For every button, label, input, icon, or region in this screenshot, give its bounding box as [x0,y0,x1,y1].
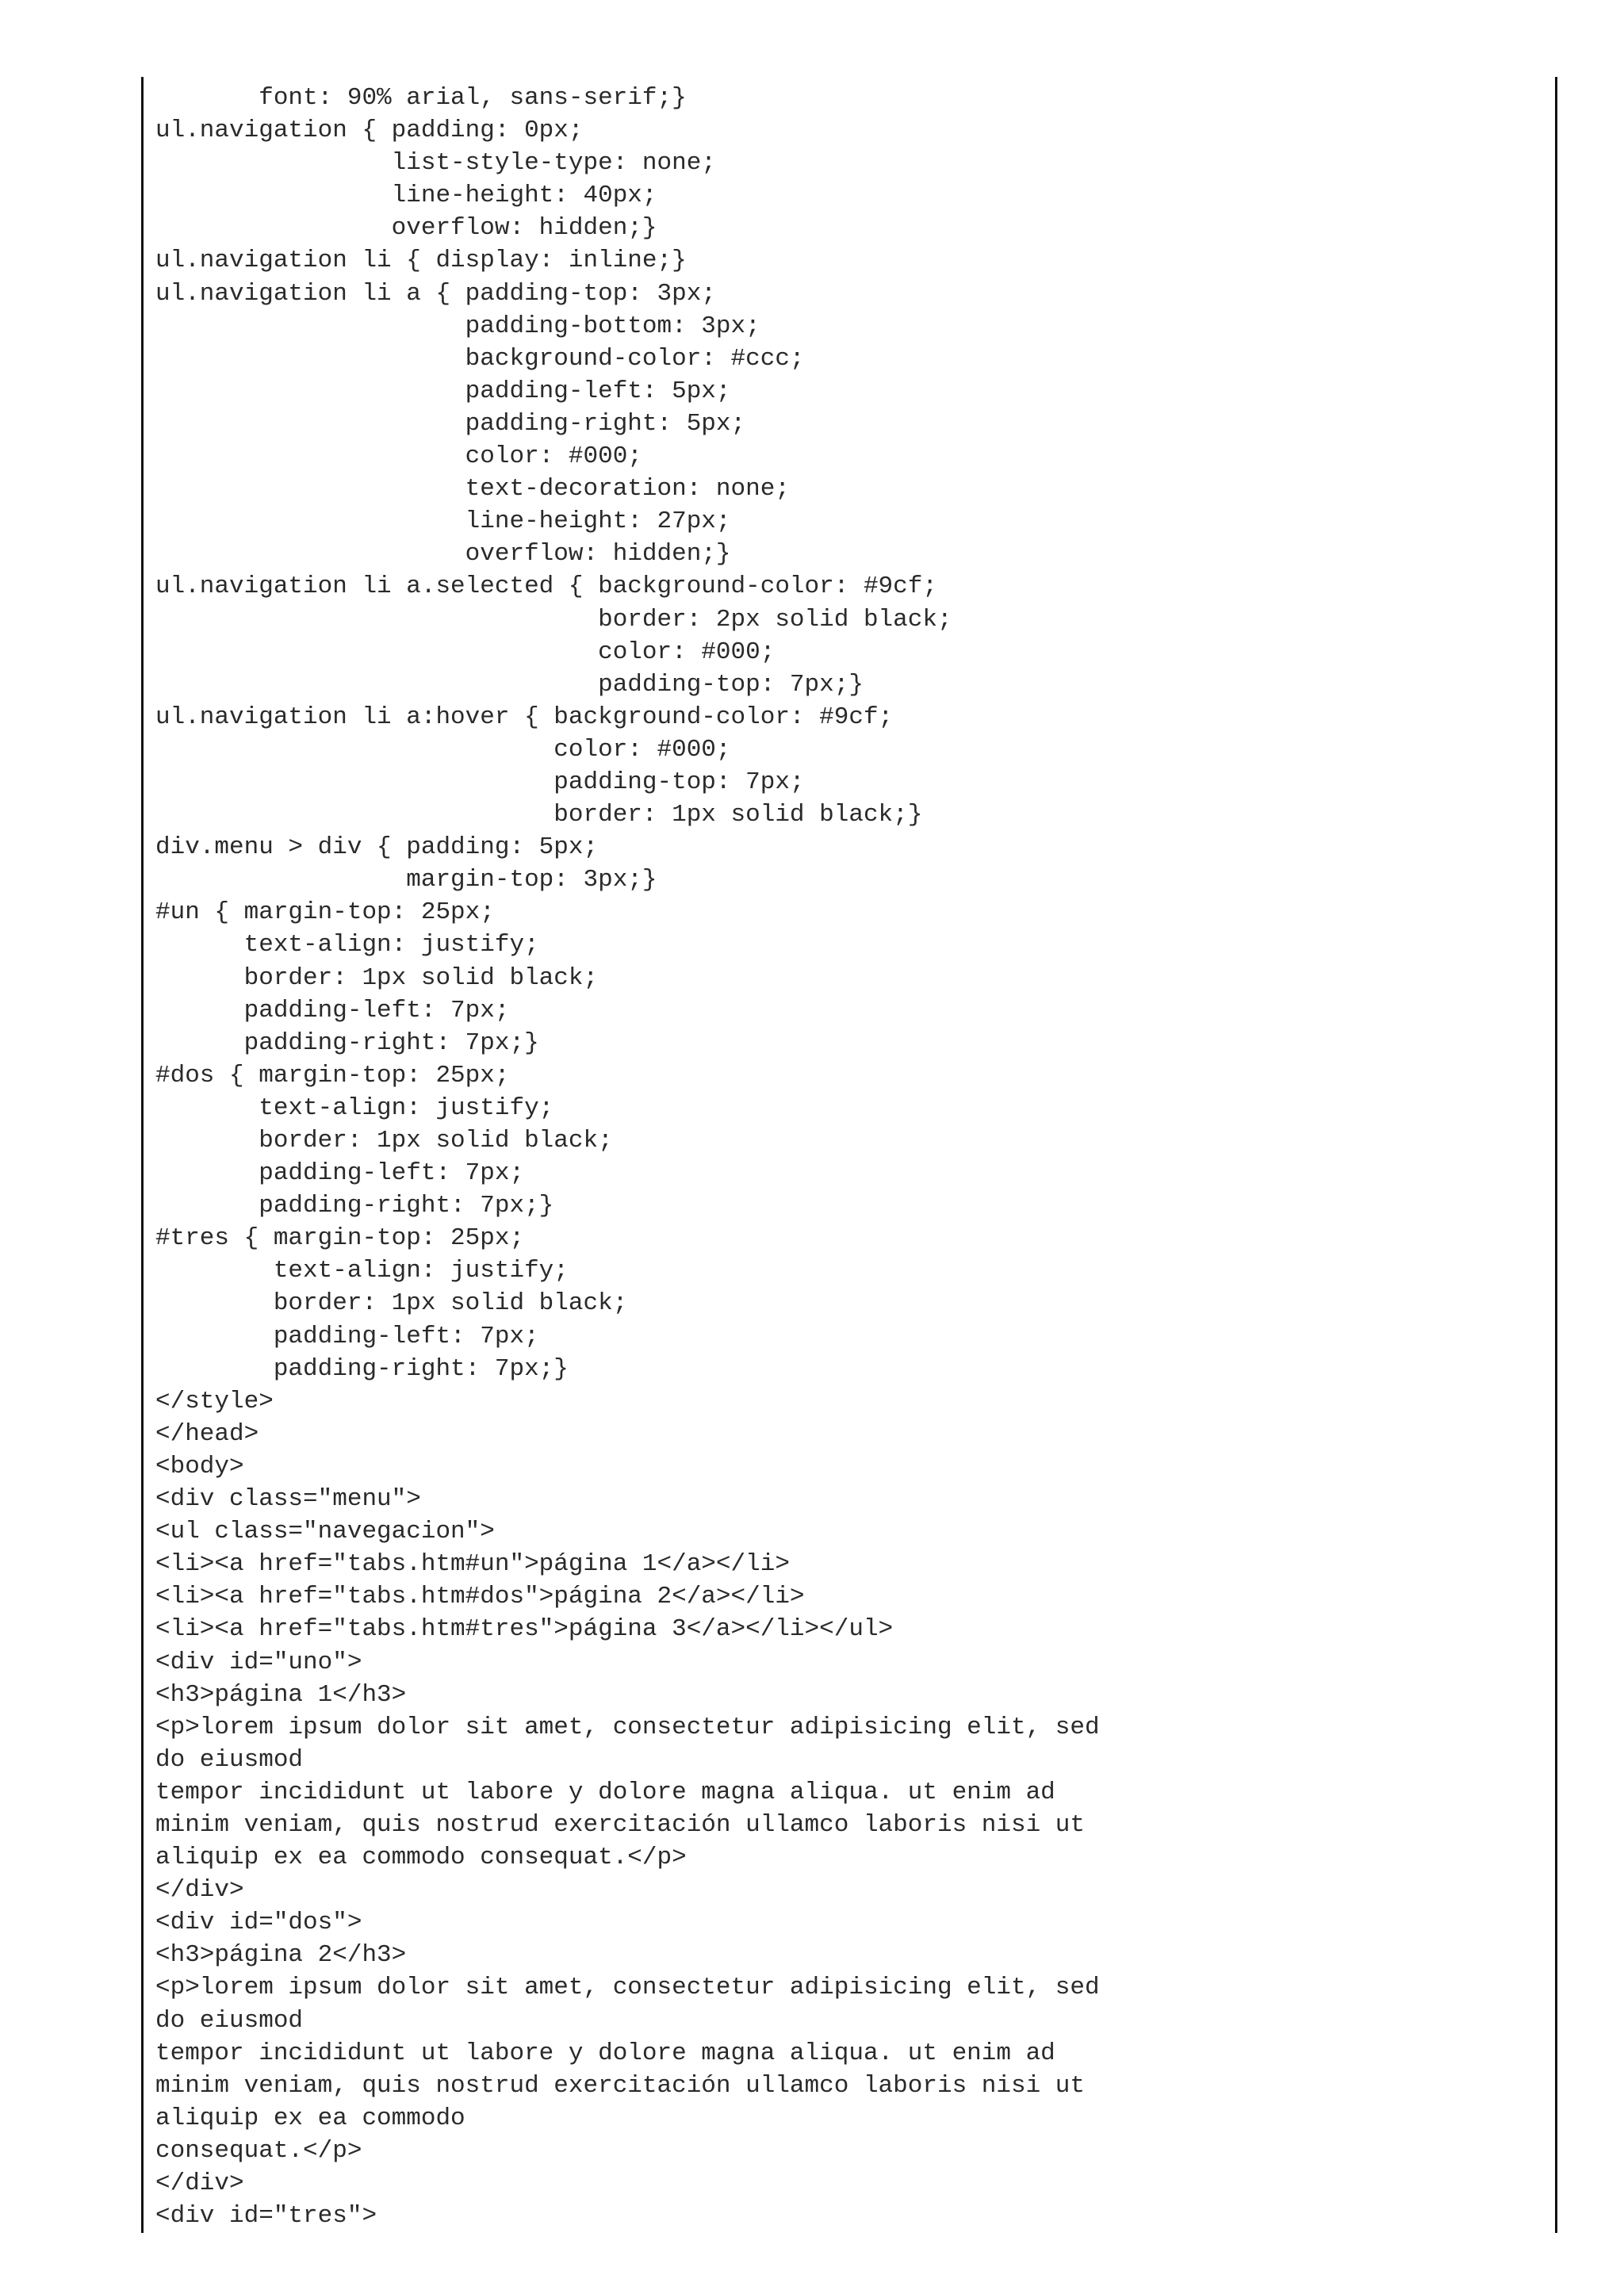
code-line: padding-right: 5px; [155,409,746,438]
code-line: overflow: hidden;} [155,214,657,243]
code-line: #tres { margin-top: 25px; [155,1224,525,1253]
code-line: ul.navigation li a { padding-top: 3px; [155,279,716,308]
code-line: overflow: hidden;} [155,540,731,569]
code-line: padding-bottom: 3px; [155,312,760,340]
code-line: padding-left: 7px; [155,1322,539,1350]
code-line: <div id="dos"> [155,1909,362,1937]
code-line: do eiusmod [155,2006,304,2035]
code-line: aliquip ex ea commodo consequat.</p> [155,1844,687,1872]
code-line: <ul class="navegacion"> [155,1518,495,1546]
code-line: tempor incididunt ut labore y dolore magna aliqua. ut enim ad [155,2039,1055,2067]
code-line: ul.navigation li { display: inline;} [155,247,687,275]
code-line: padding-left: 5px; [155,377,731,405]
code-line: #un { margin-top: 25px; [155,898,495,927]
code-line: color: #000; [155,442,642,471]
code-line: color: #000; [155,638,776,666]
code-line: <p>lorem ipsum dolor sit amet, consectetur adipisicing elit, sed [155,1974,1100,2002]
code-line: border: 2px solid black; [155,605,952,634]
code-line: <li><a href="tabs.htm#dos">página 2</a></li> [155,1583,805,1611]
code-line: font: 90% arial, sans-serif;} [155,84,687,112]
code-line: tempor incididunt ut labore y dolore magna aliqua. ut enim ad [155,1778,1055,1806]
code-line: ul.navigation li a.selected { background-color: #9cf; [155,573,937,601]
code-line: padding-top: 7px; [155,768,805,796]
code-line: padding-top: 7px;} [155,670,864,699]
code-line: <div id="tres"> [155,2202,377,2231]
code-line: margin-top: 3px;} [155,866,657,894]
code-line: div.menu > div { padding: 5px; [155,833,599,862]
code-line: <li><a href="tabs.htm#tres">página 3</a></li></ul> [155,1615,894,1644]
code-line: text-align: justify; [155,1257,569,1285]
code-line: </div> [155,1876,244,1905]
code-line: border: 1px solid black; [155,1289,628,1318]
code-line: #dos { margin-top: 25px; [155,1061,510,1090]
code-listing [155,82,1535,2232]
code-line: <p>lorem ipsum dolor sit amet, consectetur adipisicing elit, sed [155,1713,1100,1741]
code-line: padding-left: 7px; [155,1159,525,1188]
code-line: line-height: 40px; [155,182,657,210]
code-line: <h3>página 2</h3> [155,1941,407,1970]
code-line: border: 1px solid black;} [155,801,923,829]
code-line: padding-right: 7px;} [155,1192,554,1220]
code-line: padding-right: 7px;} [155,1028,539,1057]
code-line: <h3>página 1</h3> [155,1680,407,1709]
code-line: text-align: justify; [155,1093,554,1122]
code-line: ul.navigation { padding: 0px; [155,117,584,145]
code-line: consequat.</p> [155,2136,362,2165]
code-line: </div> [155,2170,244,2197]
code-line: </style> [155,1387,274,1415]
code-line: do eiusmod [155,1745,304,1774]
code-line: minim veniam, quis nostrud exercitación ullamco laboris nisi ut [155,2071,1085,2100]
code-line: ul.navigation li a:hover { background-color: #9cf; [155,703,894,731]
code-line: </head> [155,1419,259,1448]
code-line: line-height: 27px; [155,507,731,536]
code-line: color: #000; [155,735,731,764]
code-line: <div class="menu"> [155,1485,421,1514]
code-line: <body> [155,1452,244,1480]
code-line: <li><a href="tabs.htm#un">página 1</a></li> [155,1550,790,1579]
code-line: <div id="uno"> [155,1648,362,1676]
code-line: border: 1px solid black; [155,1127,613,1155]
code-line: padding-left: 7px; [155,996,510,1024]
code-line: text-align: justify; [155,931,539,959]
code-line: background-color: #ccc; [155,344,805,373]
code-line: list-style-type: none; [155,149,716,178]
code-line: aliquip ex ea commodo [155,2104,465,2132]
code-line: border: 1px solid black; [155,963,599,992]
code-line: padding-right: 7px;} [155,1354,569,1383]
code-line: minim veniam, quis nostrud exercitación ullamco laboris nisi ut [155,1810,1085,1839]
code-line: text-decoration: none; [155,475,790,504]
